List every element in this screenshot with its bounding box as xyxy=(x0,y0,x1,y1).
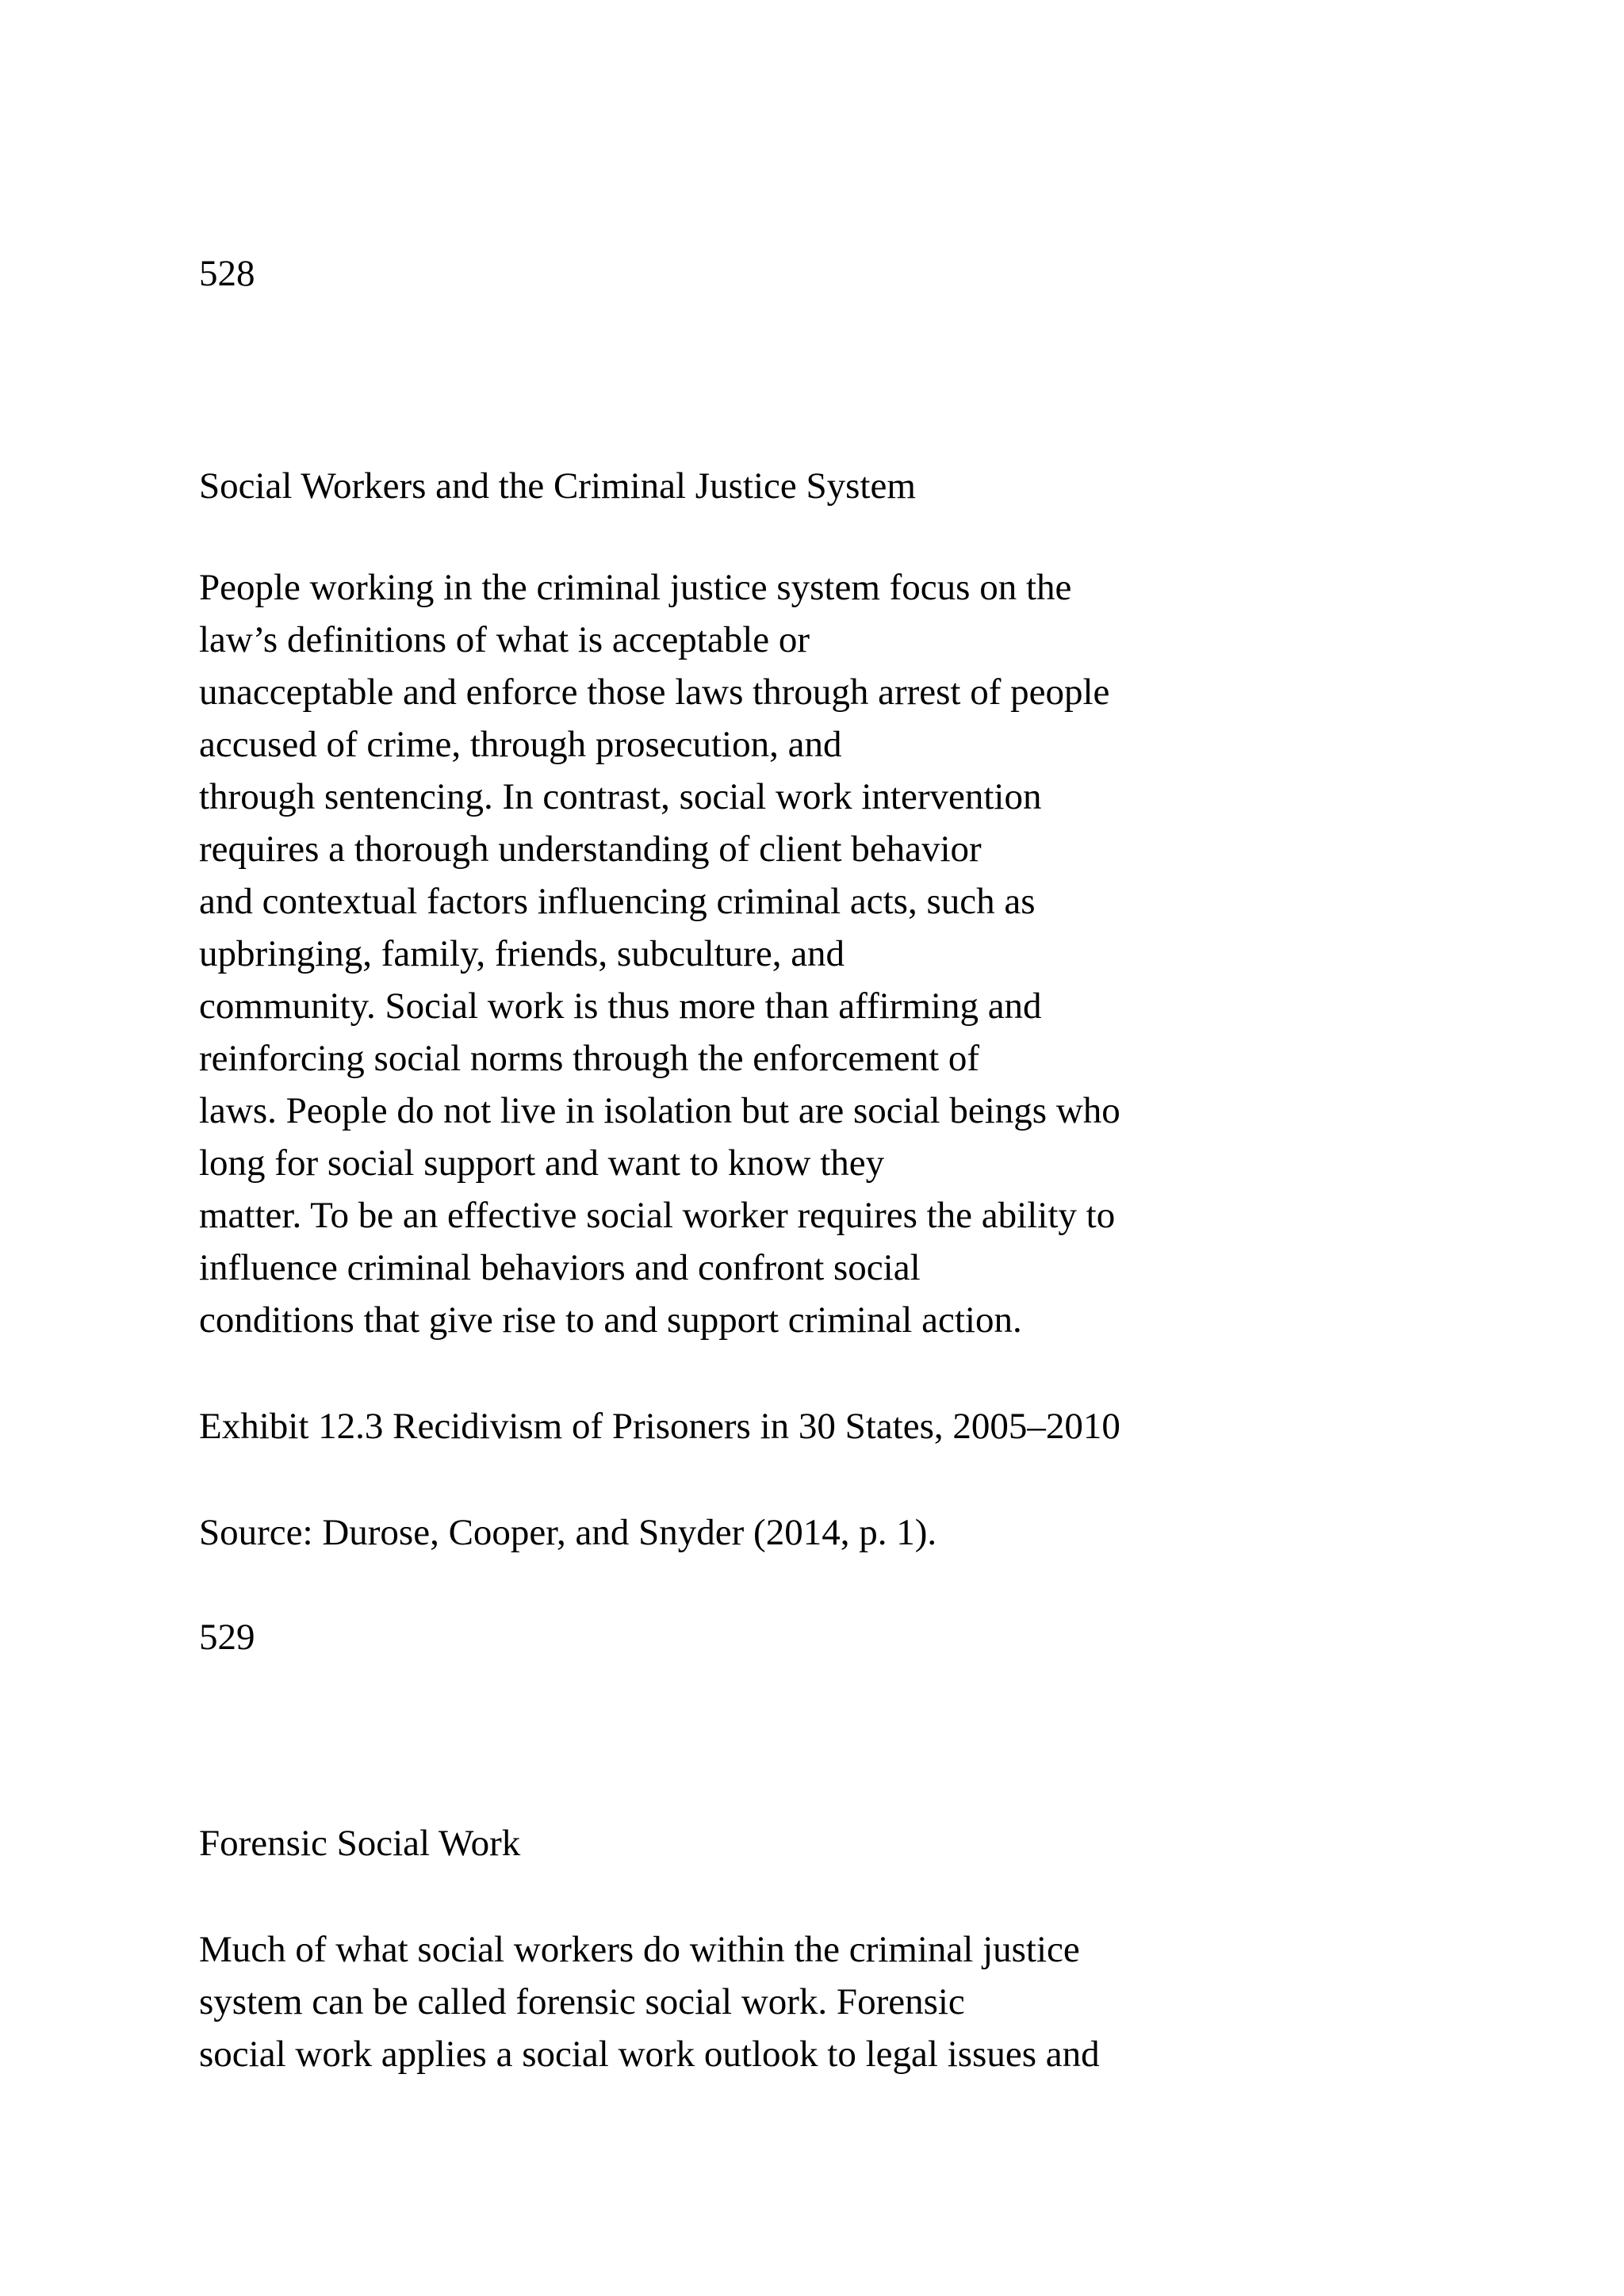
text-line: through sentencing. In contrast, social work intervention xyxy=(199,776,1042,817)
exhibit-source: Source: Durose, Cooper, and Snyder (2014, p. 1). xyxy=(199,1512,937,1553)
text-line: long for social support and want to know they xyxy=(199,1142,885,1184)
exhibit-caption: Exhibit 12.3 Recidivism of Prisoners in 30 States, 2005–2010 xyxy=(199,1406,1120,1447)
page-number-528: 528 xyxy=(199,253,255,294)
text-line: social work applies a social work outlook to legal issues and xyxy=(199,2034,1100,2075)
text-line: influence criminal behaviors and confront social xyxy=(199,1247,921,1288)
section-heading-criminal-justice: Social Workers and the Criminal Justice System xyxy=(199,465,916,507)
text-line: laws. People do not live in isolation but are social beings who xyxy=(199,1090,1120,1131)
page-number-529: 529 xyxy=(199,1617,255,1658)
text-line: law’s definitions of what is acceptable or xyxy=(199,619,810,660)
text-line: system can be called forensic social work. Forensic xyxy=(199,1981,965,2022)
text-line: unacceptable and enforce those laws through arrest of people xyxy=(199,672,1110,713)
text-line: Much of what social workers do within the criminal justice xyxy=(199,1929,1080,1970)
text-line: reinforcing social norms through the enforcement of xyxy=(199,1038,980,1079)
text-line: People working in the criminal justice system focus on the xyxy=(199,567,1072,608)
text-line: matter. To be an effective social worker requires the ability to xyxy=(199,1195,1116,1236)
section-heading-forensic-social-work: Forensic Social Work xyxy=(199,1823,521,1864)
text-line: upbringing, family, friends, subculture, and xyxy=(199,933,845,974)
text-line: accused of crime, through prosecution, and xyxy=(199,724,842,765)
text-line: and contextual factors influencing criminal acts, such as xyxy=(199,881,1036,922)
text-line: community. Social work is thus more than affirming and xyxy=(199,985,1042,1027)
text-line: conditions that give rise to and support criminal action. xyxy=(199,1299,1022,1341)
text-line: requires a thorough understanding of client behavior xyxy=(199,828,982,870)
